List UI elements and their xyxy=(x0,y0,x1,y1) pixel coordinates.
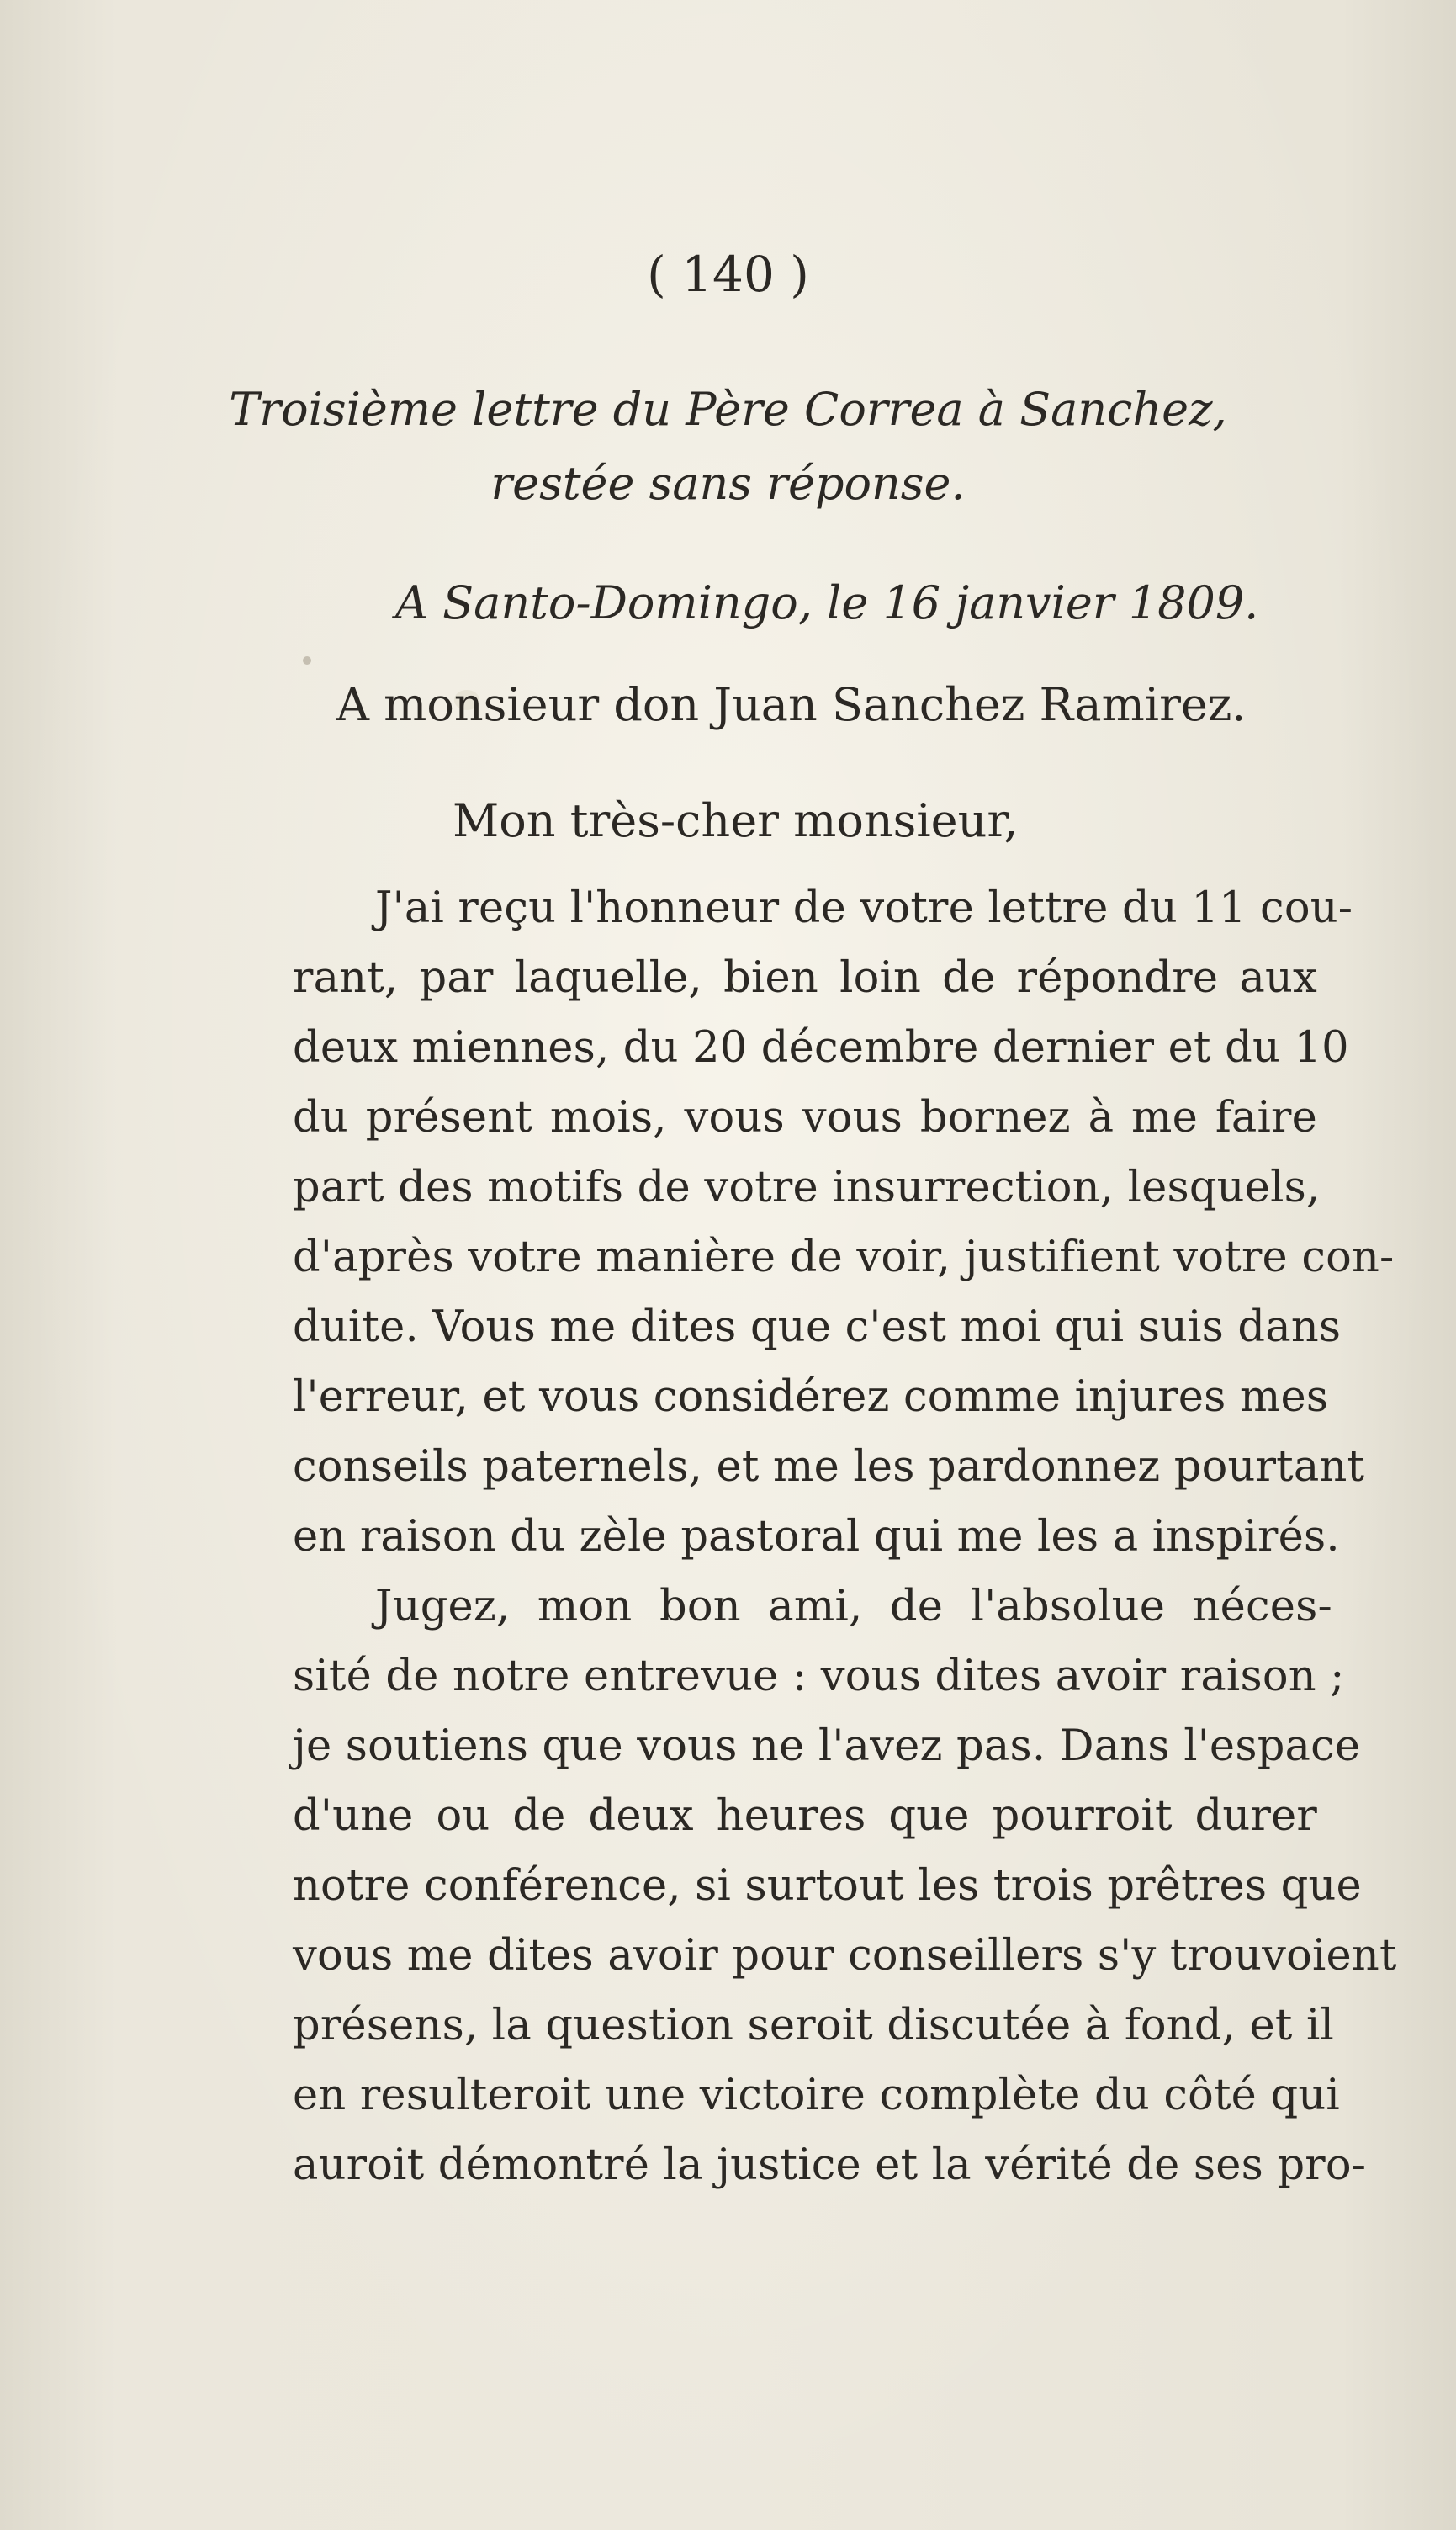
body-line: auroit démontré la justice et la vérité de ses pro- xyxy=(293,2140,1367,2190)
dateline: A Santo-Domingo, le 16 janvier 1809. xyxy=(395,576,1259,629)
body-line: présens, la question seroit discutée à fond, et il xyxy=(293,2001,1335,2050)
body-line: duite. Vous me dites que c'est moi qui suis dans xyxy=(293,1302,1342,1352)
body-line: part des motifs de votre insurrection, lesquels, xyxy=(293,1163,1321,1212)
body-line: d'une ou de deux heures que pourroit durer xyxy=(293,1791,1317,1841)
body-line: en resulteroit une victoire complète du côté qui xyxy=(293,2071,1340,2120)
salutation: Mon très-cher monsieur, xyxy=(453,794,1019,847)
body-line: J'ai reçu l'honneur de votre lettre du 11 cou- xyxy=(375,883,1353,933)
body-line: du présent mois, vous vous bornez à me faire xyxy=(293,1093,1317,1143)
body-line: Jugez, mon bon ami, de l'absolue néces- xyxy=(375,1582,1332,1631)
letter-title-line-2: restée sans réponse. xyxy=(490,457,966,510)
body-line: conseils paternels, et me les pardonnez pourtant xyxy=(293,1442,1365,1492)
body-line: je soutiens que vous ne l'avez pas. Dans l'espace xyxy=(293,1721,1361,1771)
page-number: ( 140 ) xyxy=(647,246,809,303)
letter-title-line-1: Troisième lettre du Père Correa à Sanchez, xyxy=(229,383,1227,436)
addressee: A monsieur don Juan Sanchez Ramirez. xyxy=(336,678,1247,731)
body-line: notre conférence, si surtout les trois prêtres que xyxy=(293,1861,1362,1911)
paper-stain xyxy=(303,656,311,665)
body-line: deux miennes, du 20 décembre dernier et du 10 xyxy=(293,1023,1349,1073)
body-line: d'après votre manière de voir, justifient votre con- xyxy=(293,1233,1395,1282)
body-line: l'erreur, et vous considérez comme injures mes xyxy=(293,1372,1329,1422)
body-line: sité de notre entrevue : vous dites avoir raison ; xyxy=(293,1652,1345,1701)
body-line: en raison du zèle pastoral qui me les a inspirés. xyxy=(293,1512,1340,1562)
body-line: vous me dites avoir pour conseillers s'y trouvoient xyxy=(293,1931,1397,1981)
body-line: rant, par laquelle, bien loin de répondre aux xyxy=(293,953,1317,1003)
